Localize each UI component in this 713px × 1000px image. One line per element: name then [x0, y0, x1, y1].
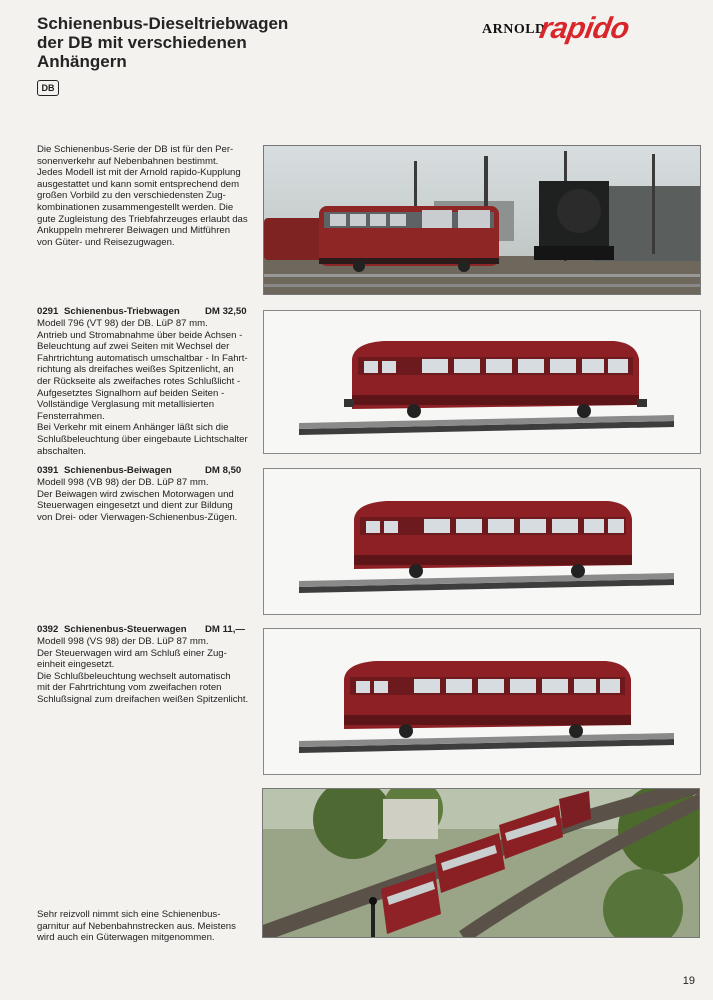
text-line: von Drei- oder Vierwagen-Schienenbus-Zügen. [37, 511, 238, 523]
text-line: abschalten. [37, 445, 87, 457]
item-price: DM 11,— [205, 624, 245, 635]
title-line: Anhängern [37, 52, 127, 71]
item-description [37, 636, 252, 706]
text-line: Die Schienenbus-Serie der DB ist für den Per- [37, 144, 234, 155]
text-line: wird auch ein Güterwagen mitgenommen. [37, 932, 215, 944]
text-line: garnitur auf Nebenbahnstrecken aus. Meistens [37, 920, 236, 932]
db-logo: DB [37, 80, 59, 96]
text-line: Antrieb und Stromabnahme über beide Achsen - [37, 329, 243, 341]
model-photo-triebwagen [263, 310, 701, 454]
item-number: 0291 [37, 306, 59, 317]
text-line: einheit eingesetzt. [37, 659, 115, 671]
item-description [37, 477, 252, 523]
text-line: Beleuchtung auf zwei Seiten mit Wechsel der [37, 341, 230, 353]
page-number: 19 [682, 975, 695, 987]
title-line: der DB mit verschiedenen [37, 33, 247, 52]
text-line: Der Beiwagen wird zwischen Motorwagen und [37, 488, 234, 500]
text-line: kombinationen zusammengestellt werden. Die [37, 201, 234, 213]
text-line: der Rückseite als zweifaches rotes Schlußlicht - [37, 375, 241, 387]
title-line: Schienenbus-Dieseltriebwagen [37, 14, 289, 33]
text-line: sonenverkehr auf Nebenbahnen bestimmt. [37, 155, 219, 167]
item-heading [37, 465, 249, 477]
text-line: Ankuppeln mehrerer Beiwagen und Mitführen [37, 225, 231, 237]
item-number: 0392 [37, 624, 59, 635]
model-photo-steuerwagen [263, 628, 701, 775]
text-line: Die Schlußbeleuchtung wechselt automatisch [37, 670, 231, 682]
item-price: DM 8,50 [205, 465, 242, 476]
model-photo-beiwagen [263, 468, 701, 615]
item-heading [37, 306, 249, 318]
brand-rapido: rapido [537, 12, 632, 45]
text-line: Modell 998 (VB 98) der DB. LüP 87 mm. [37, 477, 209, 488]
text-line: Steuerwagen eingesetzt und dient zur Bildung [37, 500, 233, 512]
text-line: Schlußbeleuchtung über eingebaute Lichtschalter [37, 433, 248, 445]
text-line: Modell 998 (VS 98) der DB. LüP 87 mm. [37, 636, 209, 647]
text-line: Bei Verkehr mit einem Anhänger läßt sich die [37, 422, 229, 434]
railbus-depot-photo [263, 145, 701, 295]
text-line: Jedes Modell ist mit der Arnold rapido-Kupplung [37, 167, 241, 179]
arnold-rapido-logo [482, 12, 702, 46]
layout-scene-photo [262, 788, 700, 938]
text-line: richtung als dreifaches weißes Spitzenlicht, an [37, 364, 234, 376]
text-line: Aufgesetztes Signalhorn auf beiden Seiten - [37, 387, 225, 399]
item-name: Schienenbus-Steuerwagen [64, 624, 187, 635]
text-line: mit der Fahrtrichtung vom zweifachen roten [37, 682, 222, 694]
bottom-caption [37, 909, 257, 944]
text-line: Vollständige Verglasung mit metallisierten [37, 399, 215, 411]
item-name: Schienenbus-Beiwagen [64, 465, 172, 476]
brand-arnold: ARNOLD [482, 22, 546, 37]
text-line: großen Vorbild zu den verschiedensten Zug- [37, 190, 226, 202]
item-number: 0391 [37, 465, 59, 476]
item-price: DM 32,50 [205, 306, 247, 317]
text-line: Schlußsignal zum dreifachen weißen Spitzenlicht. [37, 693, 249, 705]
text-line: Sehr reizvoll nimmt sich eine Schienenbus- [37, 909, 221, 920]
intro-paragraph [37, 144, 252, 248]
text-line: von Güter- und Reisezugwagen. [37, 236, 175, 248]
item-description [37, 318, 252, 457]
text-line: Der Steuerwagen wird am Schluß einer Zug- [37, 647, 227, 659]
text-line: ausgestattet und kann somit entsprechend dem [37, 178, 240, 190]
page-title [37, 14, 288, 71]
text-line: Fensterrahmen. [37, 410, 105, 422]
item-heading [37, 624, 249, 636]
text-line: gute Zugleistung des Triebfahrzeuges erlaubt das [37, 213, 248, 225]
text-line: Modell 796 (VT 98) der DB. LüP 87 mm. [37, 318, 208, 329]
item-name: Schienenbus-Triebwagen [64, 306, 180, 317]
text-line: Fahrtrichtung automatisch umschaltbar - In Fahrt- [37, 352, 248, 364]
